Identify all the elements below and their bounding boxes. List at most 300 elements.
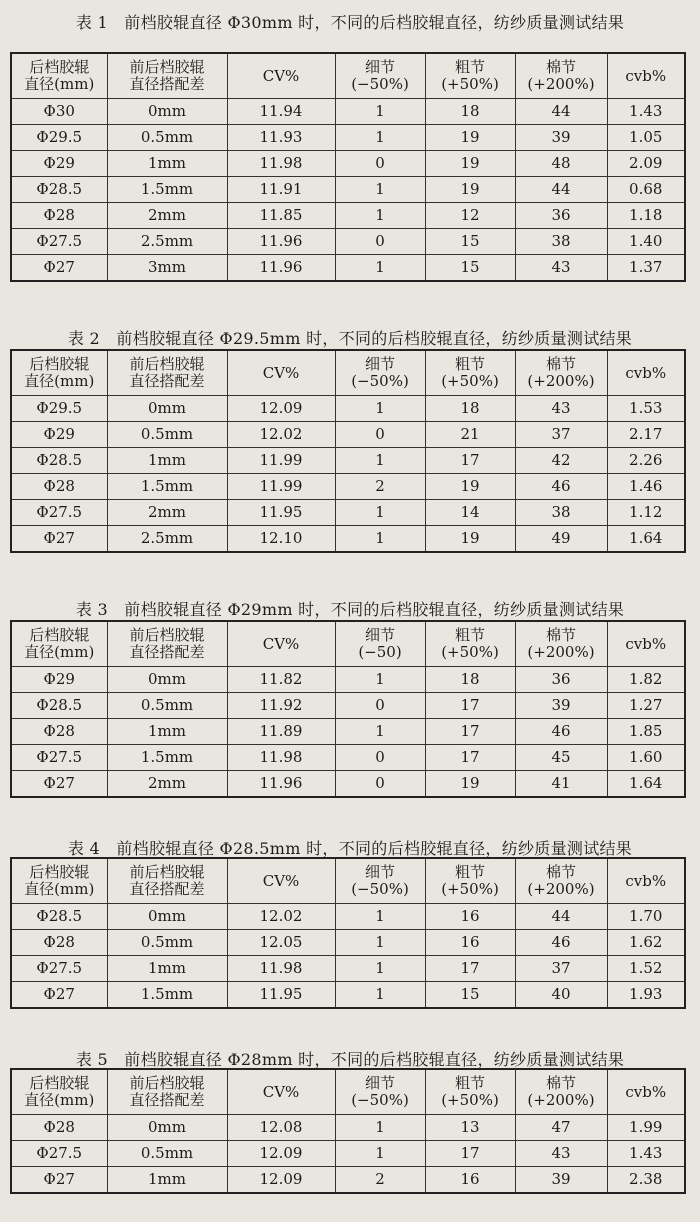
cell-neps: 38 bbox=[515, 500, 607, 526]
cell-thin-places: 1 bbox=[335, 526, 425, 553]
cell-thick-places: 15 bbox=[425, 982, 515, 1009]
header-text: (+200%) bbox=[527, 1091, 595, 1109]
cell-neps: 44 bbox=[515, 99, 607, 125]
cell-cvb: 1.60 bbox=[607, 745, 685, 771]
header-neps bbox=[515, 1069, 607, 1115]
header-text: 棉节 bbox=[545, 58, 576, 76]
table-row bbox=[11, 203, 685, 229]
cell-thin-places: 1 bbox=[335, 99, 425, 125]
cell-cvb: 1.37 bbox=[607, 255, 685, 282]
cell-cv: 12.02 bbox=[227, 422, 335, 448]
table-row bbox=[11, 719, 685, 745]
cell-rear-roller-diameter: Φ29.5 bbox=[11, 396, 107, 422]
cell-rear-roller-diameter: Φ27.5 bbox=[11, 956, 107, 982]
table-row bbox=[11, 930, 685, 956]
cell-thin-places: 1 bbox=[335, 396, 425, 422]
cell-thin-places: 0 bbox=[335, 693, 425, 719]
header-text: (−50%) bbox=[351, 75, 409, 93]
cell-rear-roller-diameter: Φ29 bbox=[11, 667, 107, 693]
cell-thick-places: 19 bbox=[425, 771, 515, 798]
header-text: 直径(mm) bbox=[24, 75, 95, 93]
header-text: 直径(mm) bbox=[24, 372, 95, 390]
cell-cv: 11.85 bbox=[227, 203, 335, 229]
table-row bbox=[11, 255, 685, 282]
cell-neps: 41 bbox=[515, 771, 607, 798]
header-rear-roller-diameter bbox=[11, 1069, 107, 1115]
cell-diameter-difference: 1.5mm bbox=[107, 177, 227, 203]
header-text: 棉节 bbox=[545, 626, 576, 644]
cell-cv: 11.96 bbox=[227, 255, 335, 282]
table-row bbox=[11, 1141, 685, 1167]
header-thin-places bbox=[335, 53, 425, 99]
table-1-caption: 表 1 前档胶辊直径 Φ30mm 时，不同的后档胶辊直径，纺纱质量测试结果 bbox=[75, 13, 625, 32]
header-text: cvb% bbox=[625, 871, 667, 890]
table-row bbox=[11, 448, 685, 474]
header-rear-roller-diameter bbox=[11, 350, 107, 396]
cell-cv: 11.98 bbox=[227, 956, 335, 982]
table-header-row bbox=[11, 858, 685, 904]
table-4-caption: 表 4 前档胶辊直径 Φ28.5mm 时，不同的后档胶辊直径，纺纱质量测试结果 bbox=[67, 839, 633, 858]
cell-thick-places: 17 bbox=[425, 956, 515, 982]
cell-thick-places: 17 bbox=[425, 1141, 515, 1167]
cell-diameter-difference: 1mm bbox=[107, 151, 227, 177]
cell-diameter-difference: 2mm bbox=[107, 771, 227, 798]
cell-rear-roller-diameter: Φ27.5 bbox=[11, 229, 107, 255]
cell-rear-roller-diameter: Φ27.5 bbox=[11, 500, 107, 526]
header-cv bbox=[227, 53, 335, 99]
cell-thin-places: 1 bbox=[335, 904, 425, 930]
cell-cvb: 1.27 bbox=[607, 693, 685, 719]
cell-thick-places: 19 bbox=[425, 125, 515, 151]
table-row bbox=[11, 474, 685, 500]
cell-cv: 12.08 bbox=[227, 1115, 335, 1141]
cell-neps: 43 bbox=[515, 255, 607, 282]
cell-rear-roller-diameter: Φ28.5 bbox=[11, 448, 107, 474]
cell-thin-places: 1 bbox=[335, 448, 425, 474]
header-text: 粗节 bbox=[454, 626, 485, 644]
cell-diameter-difference: 1mm bbox=[107, 448, 227, 474]
table-row bbox=[11, 526, 685, 553]
cell-cv: 12.09 bbox=[227, 1141, 335, 1167]
cell-thick-places: 19 bbox=[425, 151, 515, 177]
header-text: 前后档胶辊 bbox=[129, 626, 205, 644]
table-1 bbox=[10, 52, 686, 282]
header-thick-places bbox=[425, 858, 515, 904]
header-text: 棉节 bbox=[545, 863, 576, 881]
cell-cv: 11.99 bbox=[227, 448, 335, 474]
cell-thick-places: 18 bbox=[425, 396, 515, 422]
cell-cvb: 2.17 bbox=[607, 422, 685, 448]
header-text: 直径搭配差 bbox=[129, 643, 205, 661]
cell-thin-places: 0 bbox=[335, 745, 425, 771]
cell-neps: 45 bbox=[515, 745, 607, 771]
cell-rear-roller-diameter: Φ30 bbox=[11, 99, 107, 125]
cell-thin-places: 1 bbox=[335, 255, 425, 282]
cell-diameter-difference: 2.5mm bbox=[107, 229, 227, 255]
cell-cvb: 1.85 bbox=[607, 719, 685, 745]
cell-cvb: 1.43 bbox=[607, 99, 685, 125]
cell-cvb: 2.09 bbox=[607, 151, 685, 177]
table-row bbox=[11, 982, 685, 1009]
header-text: (−50%) bbox=[351, 372, 409, 390]
table-3 bbox=[10, 620, 686, 798]
cell-thin-places: 1 bbox=[335, 177, 425, 203]
table-header-row bbox=[11, 350, 685, 396]
cell-cv: 11.99 bbox=[227, 474, 335, 500]
table-row bbox=[11, 125, 685, 151]
cell-cvb: 1.18 bbox=[607, 203, 685, 229]
header-thin-places bbox=[335, 1069, 425, 1115]
cell-cvb: 1.62 bbox=[607, 930, 685, 956]
cell-cv: 11.95 bbox=[227, 500, 335, 526]
cell-rear-roller-diameter: Φ27 bbox=[11, 982, 107, 1009]
cell-neps: 46 bbox=[515, 719, 607, 745]
cell-rear-roller-diameter: Φ27 bbox=[11, 771, 107, 798]
cell-cvb: 1.05 bbox=[607, 125, 685, 151]
cell-rear-roller-diameter: Φ29.5 bbox=[11, 125, 107, 151]
cell-rear-roller-diameter: Φ29 bbox=[11, 422, 107, 448]
header-neps bbox=[515, 350, 607, 396]
header-text: cvb% bbox=[625, 634, 667, 653]
cell-neps: 37 bbox=[515, 422, 607, 448]
cell-neps: 37 bbox=[515, 956, 607, 982]
cell-cvb: 0.68 bbox=[607, 177, 685, 203]
header-text: 前后档胶辊 bbox=[129, 1074, 205, 1092]
header-text: 前后档胶辊 bbox=[129, 863, 205, 881]
cell-thin-places: 0 bbox=[335, 151, 425, 177]
cell-rear-roller-diameter: Φ29 bbox=[11, 151, 107, 177]
table-5-caption: 表 5 前档胶辊直径 Φ28mm 时，不同的后档胶辊直径，纺纱质量测试结果 bbox=[75, 1050, 625, 1069]
header-text: 直径搭配差 bbox=[129, 75, 205, 93]
cell-diameter-difference: 1.5mm bbox=[107, 982, 227, 1009]
cell-rear-roller-diameter: Φ28 bbox=[11, 1115, 107, 1141]
cell-thick-places: 16 bbox=[425, 904, 515, 930]
cell-diameter-difference: 0.5mm bbox=[107, 930, 227, 956]
cell-thin-places: 2 bbox=[335, 474, 425, 500]
cell-cvb: 2.26 bbox=[607, 448, 685, 474]
table-row bbox=[11, 745, 685, 771]
cell-cv: 11.93 bbox=[227, 125, 335, 151]
cell-neps: 43 bbox=[515, 396, 607, 422]
cell-rear-roller-diameter: Φ27 bbox=[11, 526, 107, 553]
header-diameter-difference bbox=[107, 350, 227, 396]
table-row bbox=[11, 396, 685, 422]
cell-diameter-difference: 0mm bbox=[107, 99, 227, 125]
cell-diameter-difference: 1mm bbox=[107, 1167, 227, 1194]
cell-neps: 48 bbox=[515, 151, 607, 177]
cell-diameter-difference: 0mm bbox=[107, 904, 227, 930]
header-text: 细节 bbox=[364, 626, 395, 644]
cell-diameter-difference: 0.5mm bbox=[107, 125, 227, 151]
header-text: 细节 bbox=[364, 58, 395, 76]
cell-neps: 46 bbox=[515, 930, 607, 956]
header-text: 后档胶辊 bbox=[29, 863, 90, 881]
header-thick-places bbox=[425, 1069, 515, 1115]
header-cvb bbox=[607, 350, 685, 396]
cell-cvb: 1.93 bbox=[607, 982, 685, 1009]
cell-thick-places: 15 bbox=[425, 255, 515, 282]
cell-cv: 11.96 bbox=[227, 771, 335, 798]
header-text: (+50%) bbox=[441, 75, 499, 93]
cell-diameter-difference: 1.5mm bbox=[107, 745, 227, 771]
cell-rear-roller-diameter: Φ28.5 bbox=[11, 177, 107, 203]
header-diameter-difference bbox=[107, 1069, 227, 1115]
cell-thick-places: 19 bbox=[425, 474, 515, 500]
cell-neps: 39 bbox=[515, 125, 607, 151]
header-text: CV% bbox=[262, 363, 300, 382]
cell-thin-places: 1 bbox=[335, 956, 425, 982]
cell-diameter-difference: 0.5mm bbox=[107, 1141, 227, 1167]
header-diameter-difference bbox=[107, 621, 227, 667]
cell-cv: 11.96 bbox=[227, 229, 335, 255]
header-text: 细节 bbox=[364, 863, 395, 881]
cell-neps: 49 bbox=[515, 526, 607, 553]
cell-diameter-difference: 1.5mm bbox=[107, 474, 227, 500]
header-text: 直径(mm) bbox=[24, 880, 95, 898]
cell-diameter-difference: 1mm bbox=[107, 719, 227, 745]
table-5 bbox=[10, 1068, 686, 1194]
header-thin-places bbox=[335, 350, 425, 396]
header-text: (−50%) bbox=[351, 880, 409, 898]
header-rear-roller-diameter bbox=[11, 621, 107, 667]
cell-thick-places: 17 bbox=[425, 693, 515, 719]
cell-cv: 11.98 bbox=[227, 745, 335, 771]
header-text: (−50%) bbox=[351, 1091, 409, 1109]
header-rear-roller-diameter bbox=[11, 53, 107, 99]
table-row bbox=[11, 422, 685, 448]
cell-cvb: 1.64 bbox=[607, 771, 685, 798]
cell-thick-places: 17 bbox=[425, 745, 515, 771]
cell-thick-places: 12 bbox=[425, 203, 515, 229]
table-4 bbox=[10, 857, 686, 1009]
header-text: CV% bbox=[262, 871, 300, 890]
header-text: (+200%) bbox=[527, 372, 595, 390]
header-thick-places bbox=[425, 621, 515, 667]
cell-rear-roller-diameter: Φ28.5 bbox=[11, 904, 107, 930]
cell-thick-places: 16 bbox=[425, 930, 515, 956]
table-row bbox=[11, 1115, 685, 1141]
header-text: (+50%) bbox=[441, 880, 499, 898]
cell-neps: 44 bbox=[515, 904, 607, 930]
header-text: CV% bbox=[262, 634, 300, 653]
cell-cvb: 1.12 bbox=[607, 500, 685, 526]
cell-neps: 42 bbox=[515, 448, 607, 474]
cell-diameter-difference: 2mm bbox=[107, 500, 227, 526]
table-row bbox=[11, 771, 685, 798]
cell-thick-places: 13 bbox=[425, 1115, 515, 1141]
header-cvb bbox=[607, 858, 685, 904]
table-row bbox=[11, 956, 685, 982]
table-row bbox=[11, 500, 685, 526]
cell-cvb: 1.43 bbox=[607, 1141, 685, 1167]
table-header-row bbox=[11, 53, 685, 99]
cell-cvb: 1.40 bbox=[607, 229, 685, 255]
cell-cvb: 1.52 bbox=[607, 956, 685, 982]
cell-thick-places: 17 bbox=[425, 719, 515, 745]
header-text: (+200%) bbox=[527, 643, 595, 661]
header-text: CV% bbox=[262, 1082, 300, 1101]
header-cv bbox=[227, 350, 335, 396]
cell-cv: 11.89 bbox=[227, 719, 335, 745]
cell-thin-places: 1 bbox=[335, 982, 425, 1009]
cell-thick-places: 18 bbox=[425, 99, 515, 125]
cell-cv: 11.98 bbox=[227, 151, 335, 177]
header-text: CV% bbox=[262, 66, 300, 85]
header-diameter-difference bbox=[107, 858, 227, 904]
cell-cv: 11.91 bbox=[227, 177, 335, 203]
table-2-caption: 表 2 前档胶辊直径 Φ29.5mm 时，不同的后档胶辊直径，纺纱质量测试结果 bbox=[67, 329, 633, 348]
header-text: (+50%) bbox=[441, 372, 499, 390]
cell-cvb: 1.99 bbox=[607, 1115, 685, 1141]
header-text: 前后档胶辊 bbox=[129, 58, 205, 76]
cell-cv: 12.09 bbox=[227, 396, 335, 422]
header-cv bbox=[227, 1069, 335, 1115]
header-text: 棉节 bbox=[545, 355, 576, 373]
cell-neps: 39 bbox=[515, 693, 607, 719]
header-text: 直径(mm) bbox=[24, 1091, 95, 1109]
cell-rear-roller-diameter: Φ27 bbox=[11, 1167, 107, 1194]
header-text: 棉节 bbox=[545, 1074, 576, 1092]
cell-neps: 36 bbox=[515, 203, 607, 229]
cell-thin-places: 1 bbox=[335, 1141, 425, 1167]
header-neps bbox=[515, 53, 607, 99]
cell-rear-roller-diameter: Φ28.5 bbox=[11, 693, 107, 719]
table-header-row bbox=[11, 1069, 685, 1115]
header-text: 直径(mm) bbox=[24, 643, 95, 661]
header-cvb bbox=[607, 53, 685, 99]
cell-neps: 39 bbox=[515, 1167, 607, 1194]
cell-neps: 38 bbox=[515, 229, 607, 255]
cell-rear-roller-diameter: Φ28 bbox=[11, 203, 107, 229]
cell-rear-roller-diameter: Φ28 bbox=[11, 474, 107, 500]
header-thick-places bbox=[425, 53, 515, 99]
cell-thin-places: 1 bbox=[335, 125, 425, 151]
table-2 bbox=[10, 349, 686, 553]
header-neps bbox=[515, 621, 607, 667]
cell-thin-places: 1 bbox=[335, 203, 425, 229]
cell-diameter-difference: 2mm bbox=[107, 203, 227, 229]
header-text: 直径搭配差 bbox=[129, 880, 205, 898]
header-text: 前后档胶辊 bbox=[129, 355, 205, 373]
header-text: 后档胶辊 bbox=[29, 58, 90, 76]
cell-cv: 12.02 bbox=[227, 904, 335, 930]
header-text: 后档胶辊 bbox=[29, 626, 90, 644]
table-row bbox=[11, 229, 685, 255]
cell-diameter-difference: 0mm bbox=[107, 1115, 227, 1141]
cell-neps: 47 bbox=[515, 1115, 607, 1141]
cell-cv: 11.95 bbox=[227, 982, 335, 1009]
header-text: 粗节 bbox=[454, 1074, 485, 1092]
header-cvb bbox=[607, 1069, 685, 1115]
table-3-caption: 表 3 前档胶辊直径 Φ29mm 时，不同的后档胶辊直径，纺纱质量测试结果 bbox=[75, 600, 625, 619]
header-text: 直径搭配差 bbox=[129, 372, 205, 390]
header-thin-places bbox=[335, 858, 425, 904]
cell-cvb: 1.64 bbox=[607, 526, 685, 553]
header-text: 粗节 bbox=[454, 58, 485, 76]
cell-rear-roller-diameter: Φ28 bbox=[11, 719, 107, 745]
table-row bbox=[11, 151, 685, 177]
cell-diameter-difference: 0mm bbox=[107, 396, 227, 422]
header-text: (+50%) bbox=[441, 1091, 499, 1109]
cell-thin-places: 1 bbox=[335, 719, 425, 745]
table-row bbox=[11, 904, 685, 930]
header-text: 细节 bbox=[364, 1074, 395, 1092]
cell-cv: 11.94 bbox=[227, 99, 335, 125]
header-cv bbox=[227, 858, 335, 904]
cell-diameter-difference: 1mm bbox=[107, 956, 227, 982]
header-text: (+200%) bbox=[527, 880, 595, 898]
table-row bbox=[11, 1167, 685, 1194]
header-text: 后档胶辊 bbox=[29, 1074, 90, 1092]
cell-cv: 12.05 bbox=[227, 930, 335, 956]
header-neps bbox=[515, 858, 607, 904]
cell-thick-places: 18 bbox=[425, 667, 515, 693]
header-text: 细节 bbox=[364, 355, 395, 373]
header-text: 粗节 bbox=[454, 863, 485, 881]
cell-thin-places: 2 bbox=[335, 1167, 425, 1194]
cell-thick-places: 19 bbox=[425, 526, 515, 553]
header-rear-roller-diameter bbox=[11, 858, 107, 904]
table-row bbox=[11, 667, 685, 693]
cell-thick-places: 15 bbox=[425, 229, 515, 255]
cell-thick-places: 21 bbox=[425, 422, 515, 448]
header-diameter-difference bbox=[107, 53, 227, 99]
header-text: cvb% bbox=[625, 1082, 667, 1101]
cell-thin-places: 1 bbox=[335, 667, 425, 693]
cell-diameter-difference: 0.5mm bbox=[107, 422, 227, 448]
table-header-row bbox=[11, 621, 685, 667]
cell-cv: 11.92 bbox=[227, 693, 335, 719]
cell-cvb: 2.38 bbox=[607, 1167, 685, 1194]
cell-diameter-difference: 2.5mm bbox=[107, 526, 227, 553]
header-text: (+200%) bbox=[527, 75, 595, 93]
header-text: 后档胶辊 bbox=[29, 355, 90, 373]
cell-thick-places: 14 bbox=[425, 500, 515, 526]
cell-rear-roller-diameter: Φ27 bbox=[11, 255, 107, 282]
table-row bbox=[11, 99, 685, 125]
cell-neps: 43 bbox=[515, 1141, 607, 1167]
cell-neps: 40 bbox=[515, 982, 607, 1009]
cell-neps: 36 bbox=[515, 667, 607, 693]
cell-thick-places: 19 bbox=[425, 177, 515, 203]
cell-thin-places: 0 bbox=[335, 422, 425, 448]
cell-rear-roller-diameter: Φ27.5 bbox=[11, 745, 107, 771]
header-text: (−50) bbox=[358, 643, 402, 661]
header-cv bbox=[227, 621, 335, 667]
cell-thick-places: 17 bbox=[425, 448, 515, 474]
cell-neps: 44 bbox=[515, 177, 607, 203]
cell-thin-places: 1 bbox=[335, 1115, 425, 1141]
header-thick-places bbox=[425, 350, 515, 396]
table-row bbox=[11, 693, 685, 719]
header-cvb bbox=[607, 621, 685, 667]
cell-thin-places: 0 bbox=[335, 771, 425, 798]
cell-thin-places: 0 bbox=[335, 229, 425, 255]
cell-cv: 12.09 bbox=[227, 1167, 335, 1194]
header-text: cvb% bbox=[625, 363, 667, 382]
table-row bbox=[11, 177, 685, 203]
cell-rear-roller-diameter: Φ28 bbox=[11, 930, 107, 956]
cell-diameter-difference: 0mm bbox=[107, 667, 227, 693]
header-text: (+50%) bbox=[441, 643, 499, 661]
cell-diameter-difference: 3mm bbox=[107, 255, 227, 282]
cell-thin-places: 1 bbox=[335, 500, 425, 526]
header-text: cvb% bbox=[625, 66, 667, 85]
cell-rear-roller-diameter: Φ27.5 bbox=[11, 1141, 107, 1167]
header-text: 粗节 bbox=[454, 355, 485, 373]
header-text: 直径搭配差 bbox=[129, 1091, 205, 1109]
cell-cvb: 1.53 bbox=[607, 396, 685, 422]
